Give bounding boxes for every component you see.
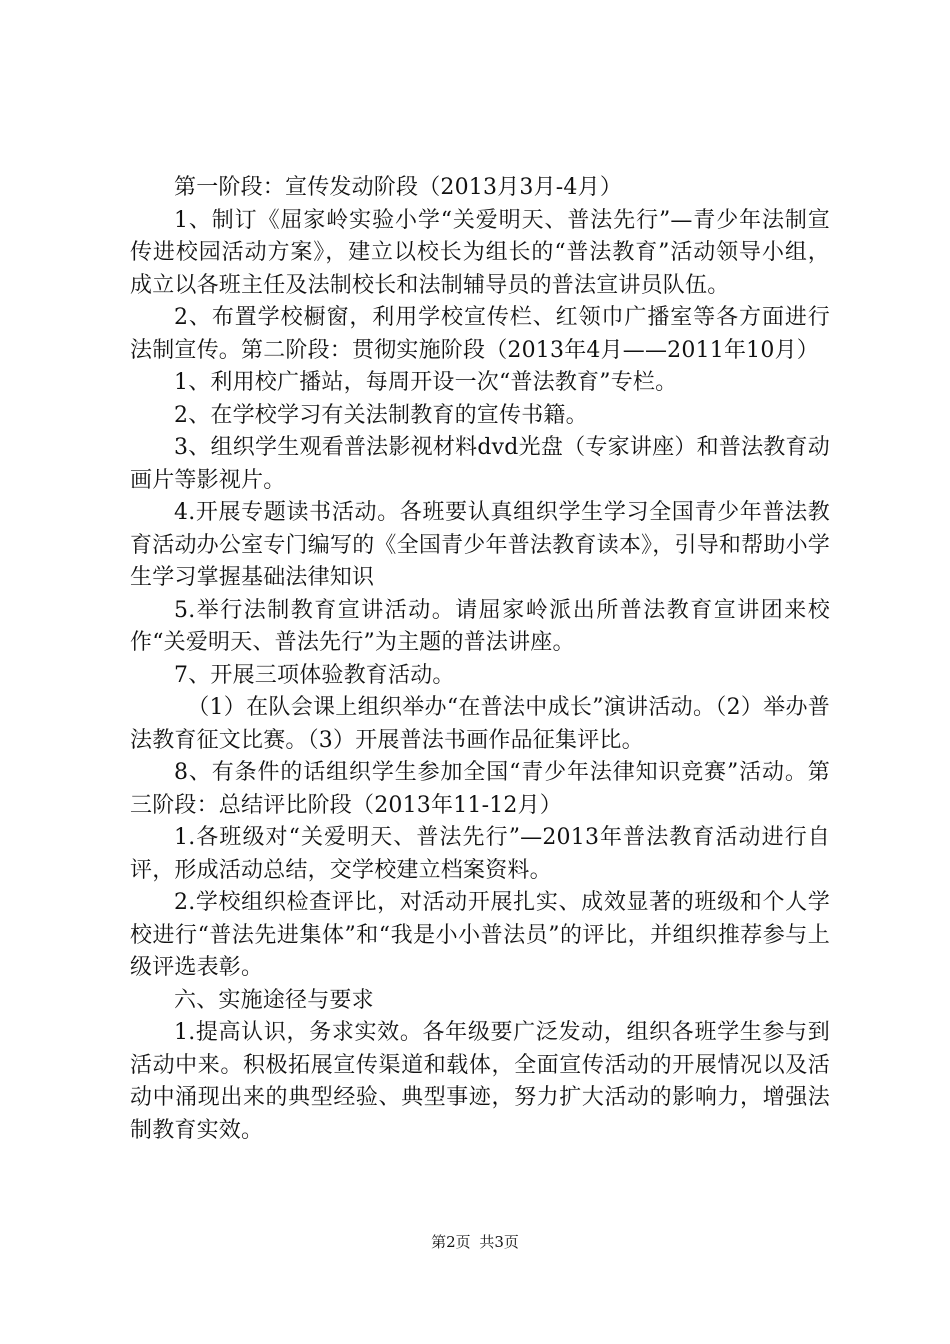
paragraph-item-7-experience: 7、开展三项体验教育活动。	[174, 662, 455, 688]
paragraph-item-2-evaluation: 2.学校组织检查评比，对活动开展扎实、成效显著的班级和个人学校进行“普法先进集体”和“我是小小普法员”的评比，并组织推荐参与上级评选表彰。	[130, 890, 830, 980]
paragraph-item-1-awareness: 1.提高认识，务求实效。各年级要广泛发动，组织各班学生参与到活动中来。积极拓展宣传渠道和载体，全面宣传活动的开展情况以及活动中涌现出来的典型经验、典型事迹，努力扩大活动的影响力，增强法制教育实效。	[130, 1020, 830, 1143]
paragraph-item-3-video: 3、组织学生观看普法影视材料dvd光盘（专家讲座）和普法教育动画片等影视片。	[130, 435, 830, 493]
paragraph-sub-activities: （1）在队会课上组织举办“在普法中成长”演讲活动。（2）举办普法教育征文比赛。（3）开展普法书画作品征集评比。	[130, 695, 830, 753]
paragraph-stage-one-heading: 第一阶段：宣传发动阶段（2013月3月-4月）	[174, 175, 623, 200]
document-body	[130, 172, 830, 1147]
paragraph-item-1-plan: 1、制订《屈家岭实验小学“关爱明天、普法先行”—青少年法制宣传进校园活动方案》，建立以校长为组长的“普法教育”活动领导小组，成立以各班主任及法制校长和法制辅导员的普法宣讲员队伍。	[130, 207, 830, 298]
paragraph-item-4-reading: 4.开展专题读书活动。各班要认真组织学生学习全国青少年普法教育活动办公室专门编写的《全国青少年普法教育读本》，引导和帮助小学生学习掌握基础法律知识	[130, 500, 830, 590]
paragraph-item-2-window: 2、布置学校橱窗，利用学校宣传栏、红领巾广播室等各方面进行法制宣传。第二阶段：贯彻实施阶段（2013年4月——2011年10月）	[130, 305, 830, 363]
paragraph-item-1-broadcast: 1、利用校广播站，每周开设一次“普法教育”专栏。	[174, 370, 678, 395]
page-total: 共3页	[479, 1233, 519, 1251]
paragraph-item-5-lecture: 5.举行法制教育宣讲活动。请屈家岭派出所普法教育宣讲团来校作“关爱明天、普法先行”为主题的普法讲座。	[130, 597, 830, 655]
paragraph-item-1-self-review: 1.各班级对“关爱明天、普法先行”—2013年普法教育活动进行自评，形成活动总结，交学校建立档案资料。	[130, 825, 830, 883]
section-heading-six: 六、实施途径与要求	[174, 987, 374, 1013]
paragraph-item-8-competition: 8、有条件的话组织学生参加全国“青少年法律知识竞赛”活动。第三阶段：总结评比阶段（2013年11-12月）	[130, 760, 830, 818]
paragraph-item-2-books: 2、在学校学习有关法制教育的宣传书籍。	[174, 402, 588, 428]
page-footer	[0, 1232, 950, 1252]
page-number: 第2页	[431, 1233, 471, 1251]
